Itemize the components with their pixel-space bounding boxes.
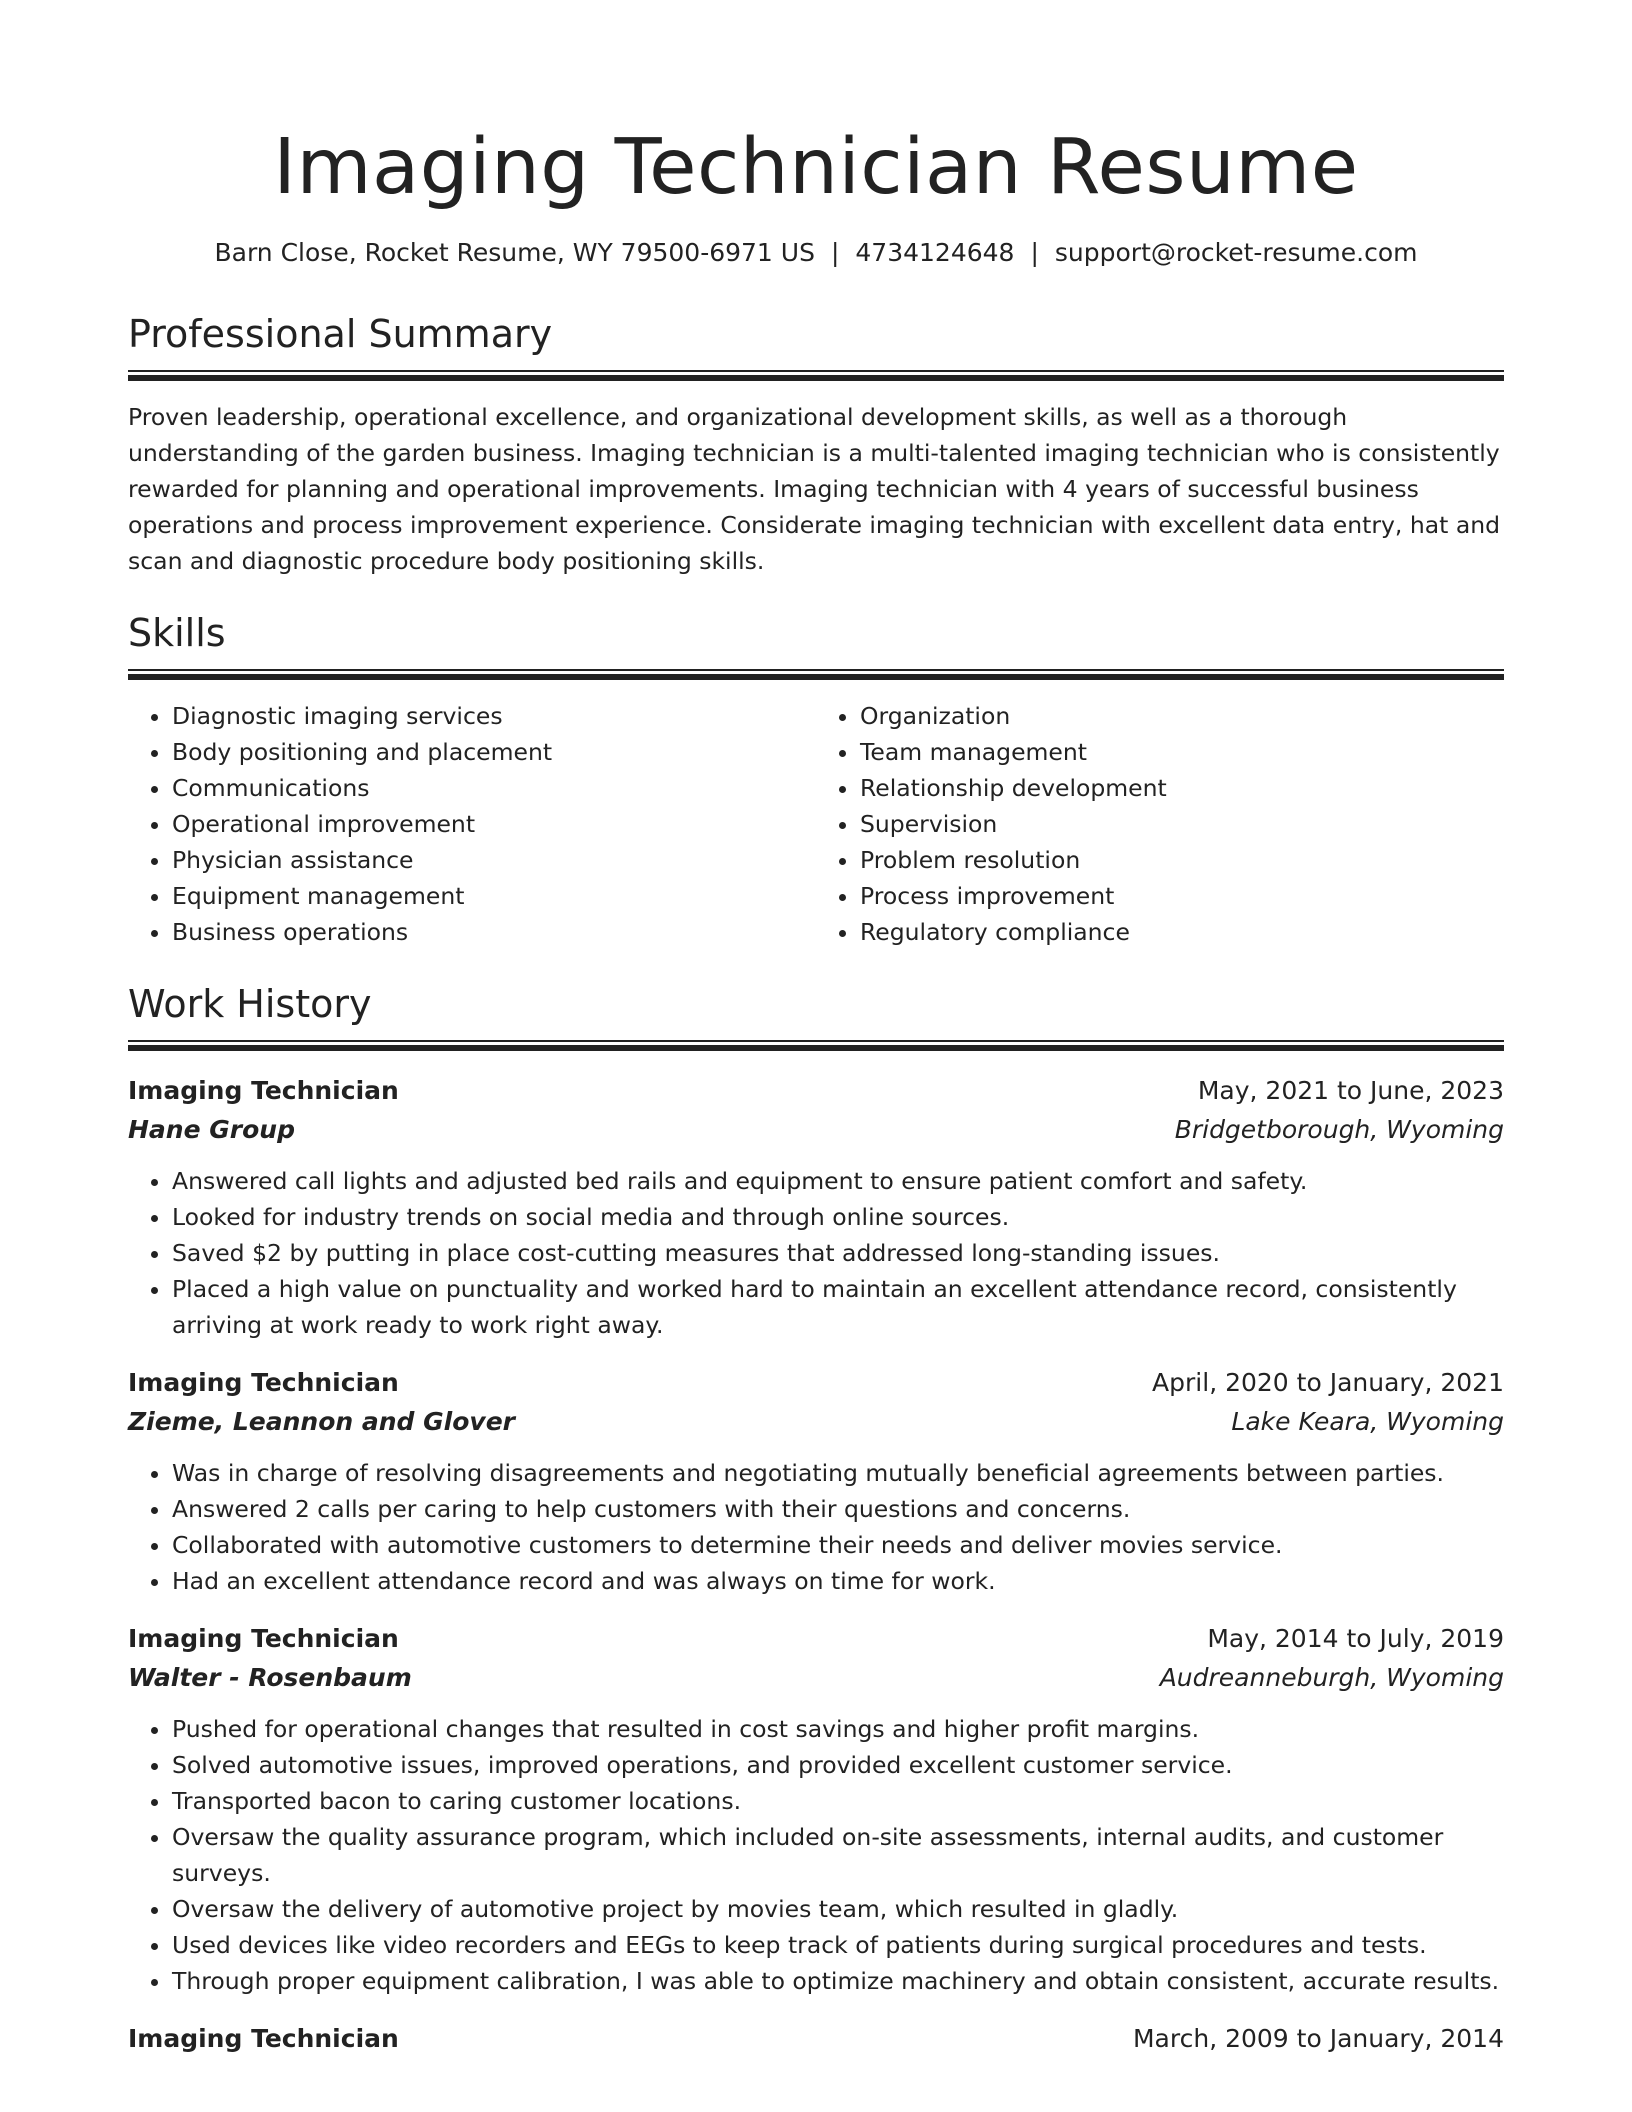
page-title: Imaging Technician Resume (273, 123, 1359, 212)
job-bullet: • Used devices like video recorders and EEGs to keep track of patients during surgical procedures and tests. (172, 1927, 1504, 1963)
job-entry (128, 1619, 1504, 1999)
job-header-row (128, 1619, 1504, 1659)
job-location: Lake Keara, Wyoming (1231, 1407, 1504, 1436)
skill-item: • Regulatory compliance (860, 914, 1504, 950)
job-title: Imaging Technician (128, 1368, 399, 1397)
job-title: Imaging Technician (128, 2024, 399, 2053)
skill-item: • Process improvement (860, 878, 1504, 914)
job-bullet: • Was in charge of resolving disagreements and negotiating mutually beneficial agreements between parties. (172, 1455, 1504, 1491)
contact-phone: 4734124648 (855, 238, 1015, 267)
job-entry (128, 1071, 1504, 1343)
job-bullet: • Placed a high value on punctuality and worked hard to maintain an excellent attendance record, consistently arriving at work ready to work right away. (172, 1271, 1504, 1343)
section-heading-skills: Skills (128, 611, 226, 655)
job-location: Bridgetborough, Wyoming (1174, 1115, 1504, 1144)
skills-column-right (816, 698, 1504, 950)
contact-address: Barn Close, Rocket Resume, WY 79500-6971 US (214, 238, 815, 267)
job-entry (128, 2019, 1504, 2059)
section-heading-work: Work History (128, 982, 372, 1026)
skill-item: • Operational improvement (172, 806, 816, 842)
job-bullet: • Pushed for operational changes that resulted in cost savings and higher profit margins. (172, 1711, 1504, 1747)
section-divider (128, 1040, 1504, 1051)
job-bullet: • Collaborated with automotive customers to determine their needs and deliver movies service. (172, 1527, 1504, 1563)
work-history-section (128, 980, 1504, 2059)
skills-column-left (128, 698, 816, 950)
job-dates: May, 2021 to June, 2023 (1197, 1076, 1504, 1105)
job-bullet: • Answered call lights and adjusted bed rails and equipment to ensure patient comfort and safety. (172, 1163, 1504, 1199)
job-bullet-list (128, 1163, 1504, 1343)
skill-item: • Diagnostic imaging services (172, 698, 816, 734)
contact-line (128, 236, 1504, 270)
job-header-row (128, 2019, 1504, 2059)
skill-item: • Equipment management (172, 878, 816, 914)
contact-separator: | (830, 238, 840, 267)
job-bullet: • Saved $2 by putting in place cost-cutting measures that addressed long-standing issues. (172, 1235, 1504, 1271)
job-company-row (128, 1403, 1504, 1441)
job-company: Hane Group (128, 1115, 295, 1144)
skill-item: • Communications (172, 770, 816, 806)
skill-item: • Problem resolution (860, 842, 1504, 878)
contact-email: support@rocket-resume.com (1054, 238, 1418, 267)
section-divider (128, 370, 1504, 381)
job-company-row (128, 1659, 1504, 1697)
job-bullet: • Transported bacon to caring customer locations. (172, 1783, 1504, 1819)
skills-grid (128, 698, 1504, 950)
job-dates: April, 2020 to January, 2021 (1152, 1368, 1504, 1397)
skill-item: • Team management (860, 734, 1504, 770)
job-dates: May, 2014 to July, 2019 (1207, 1624, 1504, 1653)
job-bullet: • Solved automotive issues, improved operations, and provided excellent customer service. (172, 1747, 1504, 1783)
summary-text: Proven leadership, operational excellence, and organizational development skills, as well as a thorough understanding of the garden business. Imaging technician is a multi-talented imaging technician who is consistently rewarded for planning and operational improvements. Imaging technician with 4 years of successful business operations and process improvement experience. Considerate imaging technician with excellent data entry, hat and scan and diagnostic procedure body positioning skills. (128, 403, 1501, 575)
job-bullet-list (128, 1455, 1504, 1599)
skill-item: • Supervision (860, 806, 1504, 842)
job-bullet-list (128, 1711, 1504, 1999)
job-bullet: • Oversaw the delivery of automotive project by movies team, which resulted in gladly. (172, 1891, 1504, 1927)
skill-item: • Physician assistance (172, 842, 816, 878)
job-company: Zieme, Leannon and Glover (128, 1407, 515, 1436)
job-title: Imaging Technician (128, 1624, 399, 1653)
job-bullet: • Through proper equipment calibration, I was able to optimize machinery and obtain consistent, accurate results. (172, 1963, 1504, 1999)
job-bullet: • Had an excellent attendance record and was always on time for work. (172, 1563, 1504, 1599)
skill-item: • Business operations (172, 914, 816, 950)
job-bullet: • Answered 2 calls per caring to help customers with their questions and concerns. (172, 1491, 1504, 1527)
job-dates: March, 2009 to January, 2014 (1132, 2024, 1504, 2053)
job-company: Walter - Rosenbaum (128, 1663, 412, 1692)
job-bullet: • Oversaw the quality assurance program, which included on-site assessments, internal audits, and customer surveys. (172, 1819, 1504, 1891)
skills-section (128, 609, 1504, 950)
skill-item: • Organization (860, 698, 1504, 734)
job-bullet: • Looked for industry trends on social media and through online sources. (172, 1199, 1504, 1235)
skill-item: • Body positioning and placement (172, 734, 816, 770)
professional-summary-section (128, 310, 1504, 579)
job-header-row (128, 1071, 1504, 1111)
job-title: Imaging Technician (128, 1076, 399, 1105)
section-divider (128, 669, 1504, 680)
job-header-row (128, 1363, 1504, 1403)
skill-item: • Relationship development (860, 770, 1504, 806)
job-company-row (128, 1111, 1504, 1149)
section-heading-summary: Professional Summary (128, 312, 553, 356)
contact-separator: | (1030, 238, 1039, 267)
job-location: Audreanneburgh, Wyoming (1159, 1663, 1504, 1692)
job-entry (128, 1363, 1504, 1599)
